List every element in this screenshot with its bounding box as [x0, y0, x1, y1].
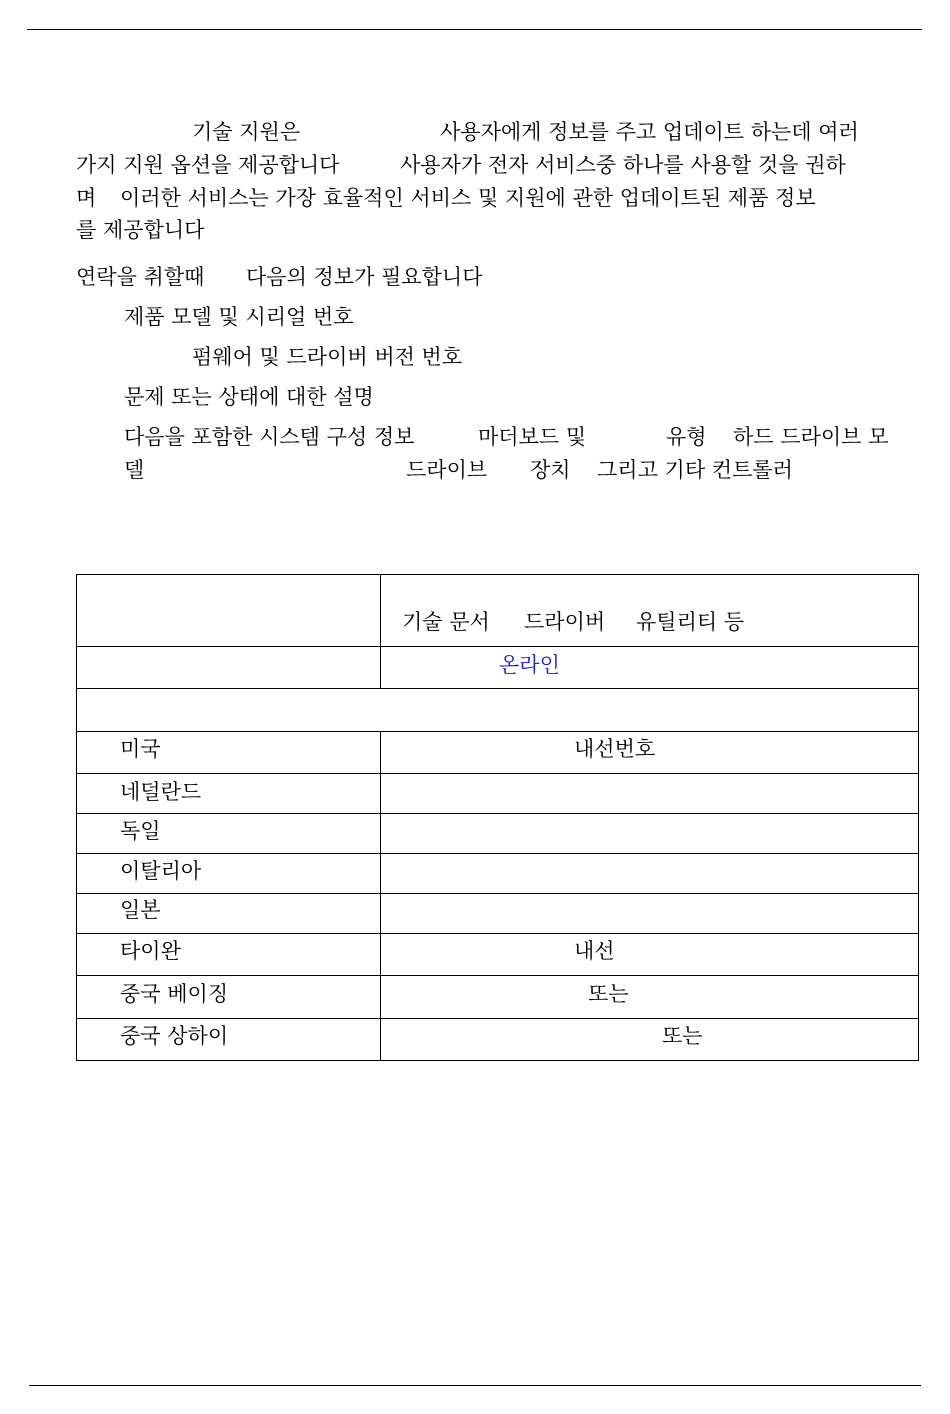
list-item: 드라이브	[406, 458, 488, 482]
table-row	[77, 976, 919, 1019]
list-item: 하드 드라이브 모	[733, 425, 889, 449]
list-item: 델	[124, 458, 145, 482]
intro-text: 이러한 서비스는 가장 효율적인 서비스 및 지원에 관한 업데이트된 제품 정보	[120, 186, 816, 210]
table-cell	[77, 774, 381, 814]
table-row	[77, 854, 919, 894]
list-item: 다음을 포함한 시스템 구성 정보	[124, 425, 415, 449]
table-cell	[77, 647, 381, 689]
table-cell	[77, 814, 381, 854]
country-name: 미국	[120, 737, 161, 761]
list-item: 문제 또는 상태에 대한 설명	[124, 385, 374, 409]
table-cell	[77, 854, 381, 894]
intro-text: 를 제공합니다	[76, 218, 205, 242]
list-item: 그리고 기타 컨트롤러	[597, 458, 793, 482]
intro-text: 며	[76, 186, 97, 210]
table-row	[77, 814, 919, 854]
country-name: 네덜란드	[120, 780, 202, 804]
table-row	[77, 894, 919, 934]
support-contacts-table	[76, 574, 919, 1061]
table-cell	[381, 814, 919, 854]
table-row	[77, 774, 919, 814]
country-name: 중국 베이징	[120, 982, 229, 1006]
table-cell	[381, 575, 919, 647]
list-item: 마더보드 및	[478, 425, 587, 449]
contact-detail: 또는	[588, 982, 629, 1006]
table-cell	[77, 894, 381, 934]
table-cell	[77, 1019, 381, 1061]
table-cell	[381, 934, 919, 976]
list-item: 펌웨어 및 드라이버 버전 번호	[192, 345, 463, 369]
table-cell	[381, 976, 919, 1019]
list-item: 장치	[530, 458, 571, 482]
contact-detail: 내선	[574, 939, 615, 963]
table-cell	[381, 732, 919, 774]
table-row	[77, 689, 919, 732]
table-row	[77, 575, 919, 647]
table-row	[77, 934, 919, 976]
country-name: 중국 상하이	[120, 1024, 229, 1048]
table-cell	[77, 732, 381, 774]
country-name: 독일	[120, 819, 161, 843]
header-rule	[27, 29, 922, 30]
table-row	[77, 732, 919, 774]
contact-heading: 다음의 정보가 필요합니다	[246, 265, 483, 289]
table-cell	[77, 689, 919, 732]
intro-text: 가지 지원 옵션을 제공합니다	[76, 153, 340, 177]
intro-text: 사용자가 전자 서비스중 하나를 사용할 것을 권하	[400, 153, 846, 177]
country-name: 일본	[120, 898, 161, 922]
docs-label: 기술 문서	[402, 610, 490, 634]
table-cell	[77, 934, 381, 976]
table-cell	[381, 774, 919, 814]
intro-text: 사용자에게 정보를 주고 업데이트 하는데 여러	[440, 120, 859, 144]
table-row	[77, 647, 919, 689]
contact-detail: 내선번호	[574, 737, 656, 761]
country-name: 타이완	[120, 939, 181, 963]
docs-label: 드라이버	[524, 610, 606, 634]
table-cell	[381, 1019, 919, 1061]
intro-text: 기술 지원은	[192, 120, 301, 144]
table-cell	[381, 647, 919, 689]
contact-heading: 연락을 취할때	[76, 265, 205, 289]
list-item: 유형	[666, 425, 707, 449]
table-cell	[77, 976, 381, 1019]
docs-label: 유틸리티 등	[636, 610, 745, 634]
list-item: 제품 모델 및 시리얼 번호	[124, 305, 354, 329]
table-cell	[381, 894, 919, 934]
contact-detail: 또는	[662, 1024, 703, 1048]
table-row	[77, 1019, 919, 1061]
online-link[interactable]: 온라인	[499, 653, 560, 677]
table-cell	[77, 575, 381, 647]
table-cell	[381, 854, 919, 894]
footer-rule	[29, 1385, 921, 1386]
country-name: 이탈리아	[120, 859, 202, 883]
